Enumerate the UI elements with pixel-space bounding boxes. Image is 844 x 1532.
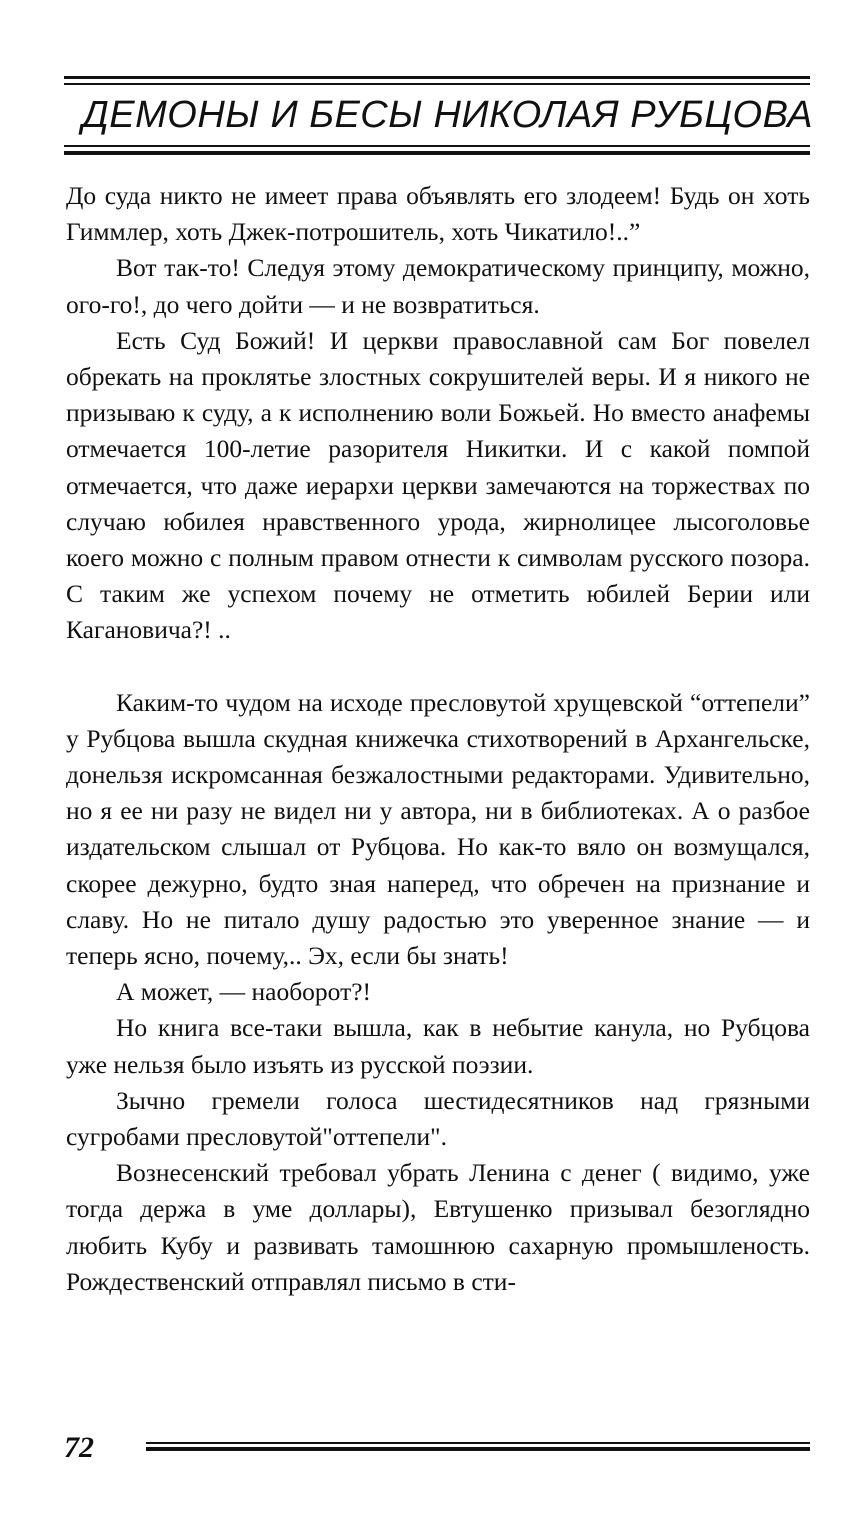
paragraph: Есть Суд Божий! И церкви православной сам Бог повелел обрекать на проклятье злостных сокрушителей веры. И я никого не призываю к суду, а к исполнению воли Божьей. Но вместо анафемы отмечается 100-летие разорителя Никитки. И с какой помпой отмечается, что даже иерархи церкви замечаются на торжествах по случаю юбилея нравственного урода, жирнолицее лысоголовье коего можно с полным правом отнести к символам русского позора. С таким же успехом почему не отметить юбилей Берии или Кагановича?! .. (66, 325, 810, 645)
footer-rule (146, 1442, 810, 1451)
page-footer (64, 1428, 810, 1472)
page-number: 72 (64, 1431, 94, 1464)
paragraph: Вот так-то! Следуя этому демократическому принципу, можно, ого-го!, до чего дойти — и не возвратиться. (66, 253, 810, 319)
paragraph: Но книга все-таки вышла, как в небытие канула, но Рубцова уже нельзя было изъять из русской поэзии. (66, 1013, 810, 1079)
body-text (66, 178, 810, 1300)
paragraph-continuation: До суда никто не имеет права объявлять его злодеем! Будь он хоть Гиммлер, хоть Джек-потрошитель, хоть Чикатило!..” (66, 181, 810, 247)
running-title: ДЕМОНЫ И БЕСЫ НИКОЛАЯ РУБЦОВА (82, 94, 814, 136)
header-bottom-rule (64, 145, 810, 155)
header-top-rule (64, 76, 810, 85)
paragraph: А может, — наоборот?! (116, 977, 372, 1007)
paragraph: Каким-то чудом на исходе пресловутой хрущевской “оттепели” у Рубцова вышла скудная книжечка стихотворений в Архангельске, донельзя искромсанная безжалостными редакторами. Удивительно, но я ее ни разу не видел ни у автора, ни в библиотеках. А о разбое издательском слышал от Рубцова. Но как-то вяло он возмущался, скорее дежурно, будто зная наперед, что обречен на признание и славу. Но не питало душу радостью это уверенное знание — и теперь ясно, почему,.. Эх, если бы знать! (66, 687, 810, 971)
paragraph: Вознесенский требовал убрать Ленина с денег ( видимо, уже тогда держа в уме доллары), Евтушенко призывал безоглядно любить Кубу и развивать тамошнюю сахарную промышленость. Рождественский отправлял письмо в сти- (66, 1158, 810, 1296)
paragraph: Зычно гремели голоса шестидесятников над грязными сугробами пресловутой"оттепели". (66, 1085, 810, 1152)
page-header (64, 76, 814, 155)
